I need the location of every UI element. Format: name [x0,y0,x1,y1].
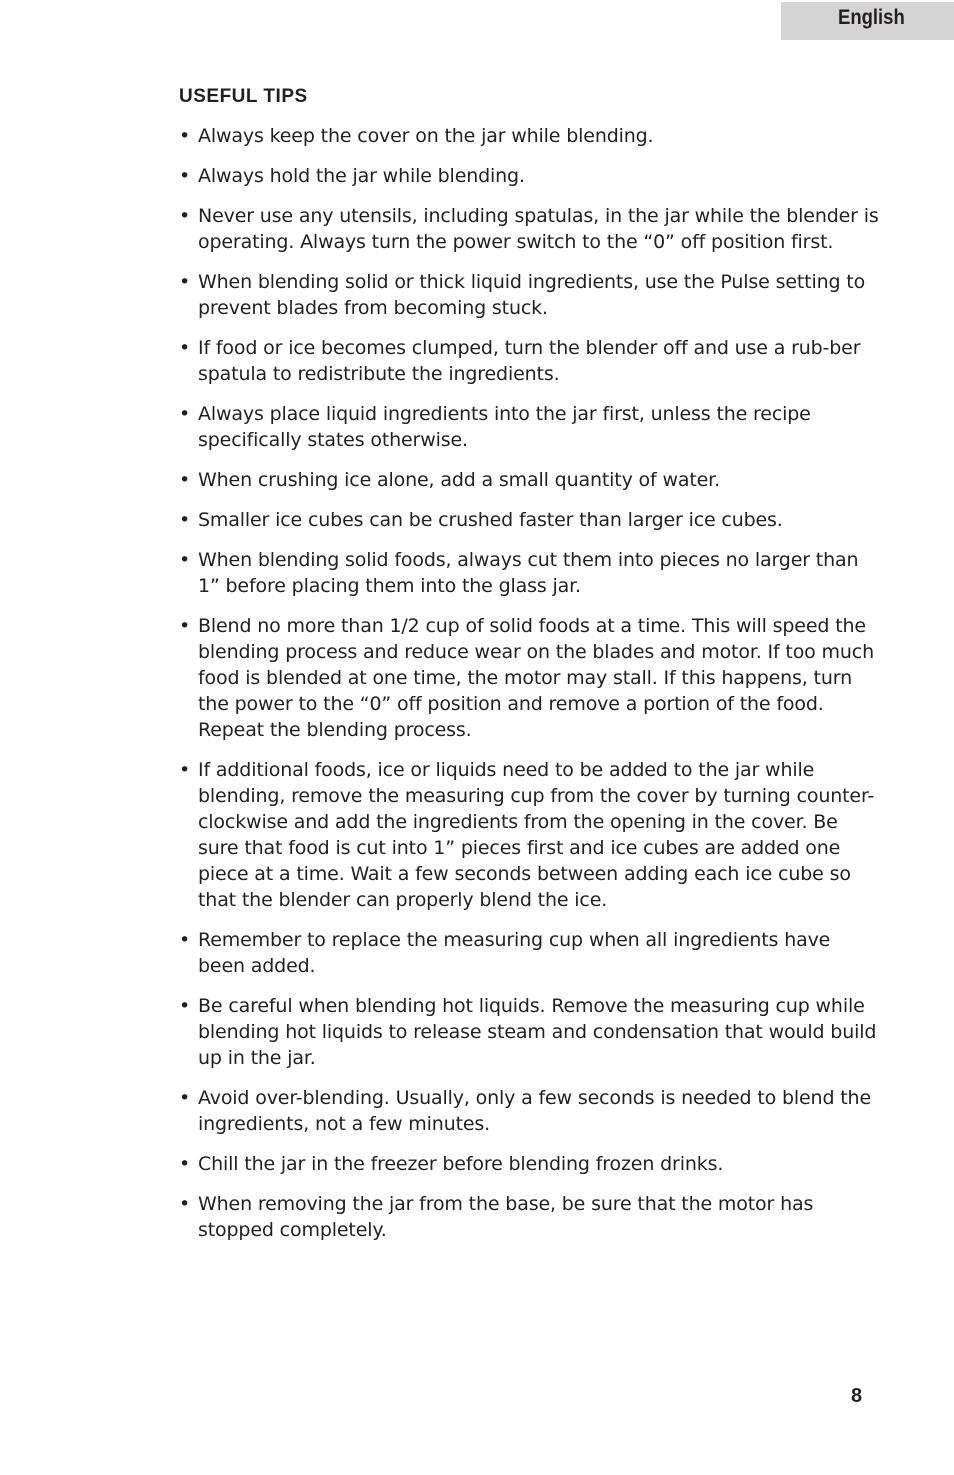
tip-item [179,467,879,493]
tip-item [179,927,879,979]
bullet: • [179,995,191,1017]
bullet: • [179,125,191,147]
tip-item [179,757,879,913]
tip-item [179,123,879,149]
tip-item [179,269,879,321]
tip-text: Avoid over-blending. Usually, only a few seconds is needed to blend the ingredients, not a few minutes. [198,1087,871,1135]
tip-item [179,401,879,453]
tip-text: When blending solid foods, always cut them into pieces no larger than 1” before placing them into the glass jar. [198,549,859,597]
bullet: • [179,205,191,227]
tip-text: When crushing ice alone, add a small quantity of water. [198,469,720,491]
bullet: • [179,549,191,571]
tip-item [179,1191,879,1243]
tip-text: Chill the jar in the freezer before blending frozen drinks. [198,1153,724,1175]
bullet: • [179,929,191,951]
bullet: • [179,1193,191,1215]
tip-text: Always place liquid ingredients into the jar first, unless the recipe specifically states otherwise. [198,403,811,451]
bullet: • [179,615,191,637]
tip-item [179,335,879,387]
language-label: English [838,6,905,29]
tip-item [179,507,879,533]
page-number: 8 [851,1385,863,1407]
bullet: • [179,1153,191,1175]
tip-text: Always hold the jar while blending. [198,165,525,187]
tip-text: Always keep the cover on the jar while blending. [198,125,654,147]
bullet: • [179,759,191,781]
bullet: • [179,337,191,359]
bullet: • [179,165,191,187]
tip-text: When removing the jar from the base, be sure that the motor has stopped completely. [198,1193,814,1241]
bullet: • [179,1087,191,1109]
tip-item [179,203,879,255]
bullet: • [179,469,191,491]
tip-item [179,993,879,1071]
tip-item [179,547,879,599]
tip-text: Smaller ice cubes can be crushed faster than larger ice cubes. [198,509,783,531]
bullet: • [179,403,191,425]
tip-text: Remember to replace the measuring cup when all ingredients have been added. [198,929,831,977]
bullet: • [179,509,191,531]
tip-item [179,163,879,189]
bullet: • [179,271,191,293]
tip-text: Be careful when blending hot liquids. Remove the measuring cup while blending hot liquids to release steam and condensation that would build up in the jar. [198,995,877,1069]
tip-text: Blend no more than 1/2 cup of solid foods at a time. This will speed the blending process and reduce wear on the blades and motor. If too much food is blended at one time, the motor may stall. If this happens, turn the power to the “0” off position and remove a portion of the food. Repeat the blending process. [198,615,874,741]
tip-text: If additional foods, ice or liquids need to be added to the jar while blending, remove the measuring cup from the cover by turning counter-clockwise and add the ingredients from the opening in the cover. Be sure that food is cut into 1” pieces first and ice cubes are added one piece at a time. Wait a few seconds between adding each ice cube so that the blender can properly blend the ice. [198,759,875,911]
tip-text: When blending solid or thick liquid ingredients, use the Pulse setting to prevent blades from becoming stuck. [198,271,866,319]
tip-text: If food or ice becomes clumped, turn the blender off and use a rub-ber spatula to redistribute the ingredients. [198,337,861,385]
tips-list [179,123,879,1257]
tip-text: Never use any utensils, including spatulas, in the jar while the blender is operating. Always turn the power switch to the “0” off position first. [198,205,879,253]
tip-item [179,1085,879,1137]
section-title: USEFUL TIPS [179,86,308,107]
tip-item [179,1151,879,1177]
tip-item [179,613,879,743]
